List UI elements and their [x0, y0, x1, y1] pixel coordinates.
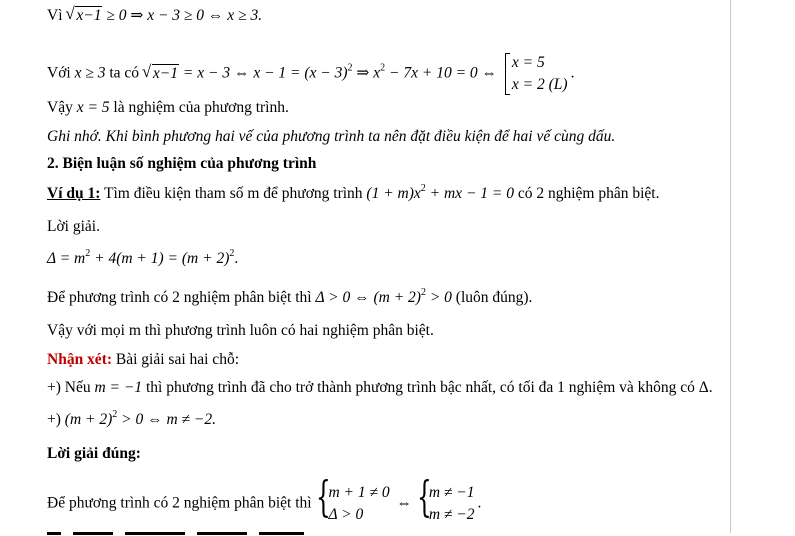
- root-bracket: x = 5 x = 2 (L): [504, 52, 568, 96]
- remark-line: Nhận xét: Bài giải sai hai chỗ:: [47, 351, 239, 368]
- conclusion-line: Vậy x = 5 là nghiệm của phương trình.: [47, 99, 289, 116]
- section-heading: 2. Biện luận số nghiệm của phương trình: [47, 155, 317, 172]
- delta-line: $\Delta = m^2 + 4(m + 1) = (m + 2)^2$.: [47, 248, 239, 267]
- system-brace-2: { m ≠ −1 m ≠ −2: [419, 482, 475, 526]
- conclusion-line-2: Vậy với mọi m thì phương trình luôn có hai nghiệm phân biệt.: [47, 322, 434, 339]
- condition-delta-line: Để phương trình có 2 nghiệm phân biệt thì Δ > 0 ⇔ $(m + 2)^2 > 0$ (luôn đúng).: [47, 287, 533, 306]
- correct-condition-line: Để phương trình có 2 nghiệm phân biệt thì { m + 1 ≠ 0 Δ > 0 ⇔ { m ≠ −1 m ≠ −2 .: [47, 482, 481, 526]
- condition-line: Vì √ x−1 ≥ 0 ⇒ x − 3 ≥ 0 ⇔ x ≥ 3.: [47, 6, 262, 26]
- solution-label: Lời giải.: [47, 218, 100, 235]
- page-right-border: [730, 0, 731, 533]
- remark-item-2: +) $(m + 2)^2 > 0$ ⇔ m ≠ −2.: [47, 409, 217, 428]
- cut-off-line: [47, 522, 347, 536]
- example-line: Ví dụ 1: Tìm điều kiện tham số m để phương trình $(1 + m)x^2$ + mx − 1 = 0 có 2 nghiệm phân biệt.: [47, 183, 660, 202]
- note-line: Ghi nhớ. Khi bình phương hai vế của phương trình ta nên đặt điều kiện để hai vế cùng dấu.: [47, 128, 616, 145]
- solution-line: Với x ≥ 3 ta có √ x−1 = x − 3 ⇔ $x - 1 = (x - 3)^2$ ⇒ $x^2 - 7x + 10 = 0$ ⇔ x = 5 x = 2 (L) .: [47, 52, 574, 96]
- correct-solution-heading: Lời giải đúng:: [47, 445, 141, 462]
- sqrt-expression: √ x−1: [66, 6, 102, 26]
- system-brace-1: { m + 1 ≠ 0 Δ > 0: [318, 482, 389, 526]
- remark-item-1: +) Nếu m = −1 thì phương trình đã cho trở thành phương trình bậc nhất, có tối đa 1 nghiệm và không có Δ.: [47, 379, 713, 396]
